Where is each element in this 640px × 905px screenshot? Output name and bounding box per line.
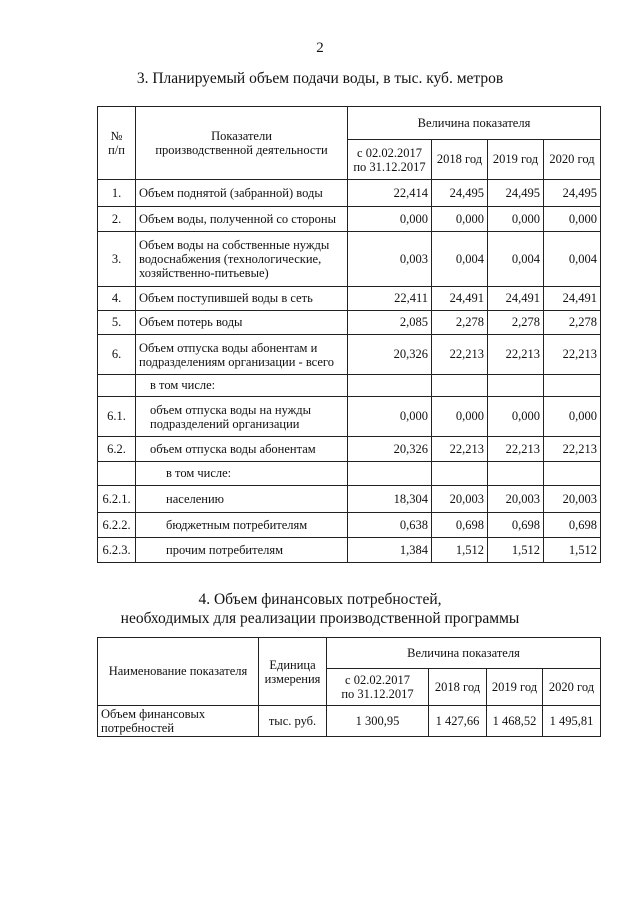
row-num xyxy=(98,375,136,397)
row-name-line: потребностей xyxy=(101,721,175,735)
row-value: 0,004 xyxy=(488,232,544,287)
row-value: 1 468,52 xyxy=(487,706,543,737)
header-indicator-line2: производственной деятельности xyxy=(155,143,328,157)
row-value xyxy=(432,375,488,397)
row-value: 0,000 xyxy=(544,397,601,437)
row-num: 1. xyxy=(98,180,136,207)
row-value: 22,213 xyxy=(432,335,488,375)
row-name: населению xyxy=(136,486,348,513)
row-value: 24,495 xyxy=(432,180,488,207)
row-value: 0,698 xyxy=(544,513,601,538)
row-num: 4. xyxy=(98,287,136,311)
row-unit: тыс. руб. xyxy=(259,706,327,737)
row-value: 1,512 xyxy=(488,538,544,563)
row-value: 0,638 xyxy=(348,513,432,538)
row-value: 24,495 xyxy=(488,180,544,207)
row-name xyxy=(136,397,348,437)
row-value: 0,698 xyxy=(432,513,488,538)
row-value: 0,004 xyxy=(544,232,601,287)
row-num xyxy=(98,462,136,486)
row-value: 24,491 xyxy=(488,287,544,311)
header-period xyxy=(348,140,432,180)
water-supply-table xyxy=(97,106,601,563)
section-4-title-line1: 4. Объем финансовых потребностей, xyxy=(198,591,442,608)
row-num: 6. xyxy=(98,335,136,375)
row-name: объем отпуска воды абонентам xyxy=(136,437,348,462)
header-value-group: Величина показателя xyxy=(348,107,601,140)
row-value xyxy=(348,462,432,486)
row-name-line: подразделениям организации - всего xyxy=(139,354,334,369)
row-num: 6.2.1. xyxy=(98,486,136,513)
table-row xyxy=(98,513,601,538)
header-indicator-line1: Показатели xyxy=(211,129,272,143)
header-2019: 2019 год xyxy=(488,140,544,180)
table-header-row xyxy=(98,107,601,140)
row-name: бюджетным потребителям xyxy=(136,513,348,538)
row-value: 2,278 xyxy=(432,311,488,335)
row-num: 6.2. xyxy=(98,437,136,462)
row-value: 22,213 xyxy=(544,437,601,462)
row-value: 1 427,66 xyxy=(429,706,487,737)
row-value: 0,000 xyxy=(432,397,488,437)
row-name: в том числе: xyxy=(136,375,348,397)
header-2018: 2018 год xyxy=(432,140,488,180)
row-value: 24,491 xyxy=(432,287,488,311)
row-name-line: объем отпуска воды на нужды xyxy=(150,402,312,417)
row-value: 20,003 xyxy=(432,486,488,513)
row-value: 22,213 xyxy=(544,335,601,375)
row-value: 18,304 xyxy=(348,486,432,513)
row-num: 6.2.3. xyxy=(98,538,136,563)
header-unit-line1: Единица xyxy=(269,657,316,672)
row-value: 20,326 xyxy=(348,335,432,375)
table-row xyxy=(98,232,601,287)
row-value: 24,491 xyxy=(544,287,601,311)
row-value: 2,278 xyxy=(488,311,544,335)
row-name: в том числе: xyxy=(136,462,348,486)
row-name xyxy=(136,335,348,375)
row-value: 2,085 xyxy=(348,311,432,335)
header-2018: 2018 год xyxy=(429,669,487,706)
table-row xyxy=(98,538,601,563)
row-value: 1,512 xyxy=(432,538,488,563)
row-value xyxy=(432,462,488,486)
row-value: 1 300,95 xyxy=(327,706,429,737)
table-row xyxy=(98,287,601,311)
section-3-title: 3. Планируемый объем подачи воды, в тыс. куб. метров xyxy=(136,70,504,87)
header-value-group: Величина показателя xyxy=(327,638,601,669)
header-unit xyxy=(259,638,327,706)
row-value: 0,000 xyxy=(348,207,432,232)
header-num-line2: п/п xyxy=(108,143,125,157)
row-value: 1,512 xyxy=(544,538,601,563)
header-period-line2: по 31.12.2017 xyxy=(341,687,414,701)
row-value xyxy=(348,375,432,397)
header-name: Наименование показателя xyxy=(98,638,259,706)
header-unit-line2: измерения xyxy=(264,671,321,686)
row-value xyxy=(544,462,601,486)
page-number: 2 xyxy=(316,40,324,56)
table-row xyxy=(98,437,601,462)
row-value: 0,003 xyxy=(348,232,432,287)
header-2019: 2019 год xyxy=(487,669,543,706)
row-value: 20,003 xyxy=(544,486,601,513)
table-row xyxy=(98,397,601,437)
table-row xyxy=(98,207,601,232)
table-row xyxy=(98,375,601,397)
row-name xyxy=(136,232,348,287)
row-name-line: Объем воды на собственные нужды xyxy=(139,238,330,252)
row-value: 0,000 xyxy=(348,397,432,437)
header-2020: 2020 год xyxy=(544,140,601,180)
table-row xyxy=(98,486,601,513)
row-value: 0,698 xyxy=(488,513,544,538)
row-value: 22,213 xyxy=(488,437,544,462)
row-name: Объем потерь воды xyxy=(136,311,348,335)
row-value: 0,000 xyxy=(432,207,488,232)
row-value: 20,003 xyxy=(488,486,544,513)
row-name xyxy=(98,706,259,737)
row-value xyxy=(544,375,601,397)
table-row xyxy=(98,335,601,375)
header-indicator xyxy=(136,107,348,180)
row-num: 3. xyxy=(98,232,136,287)
header-period xyxy=(327,669,429,706)
row-value xyxy=(488,375,544,397)
row-value: 22,414 xyxy=(348,180,432,207)
row-name-line: Объем отпуска воды абонентам и xyxy=(139,340,318,355)
row-name: Объем воды, полученной со стороны xyxy=(136,207,348,232)
row-value: 22,213 xyxy=(432,437,488,462)
header-num xyxy=(98,107,136,180)
row-name-line: Объем финансовых xyxy=(101,707,206,721)
row-value: 22,213 xyxy=(488,335,544,375)
row-value: 0,004 xyxy=(432,232,488,287)
table-header-row xyxy=(98,638,601,669)
table-row xyxy=(98,180,601,207)
row-value: 2,278 xyxy=(544,311,601,335)
row-value: 1 495,81 xyxy=(543,706,601,737)
row-name: прочим потребителям xyxy=(136,538,348,563)
row-value: 24,495 xyxy=(544,180,601,207)
row-value: 22,411 xyxy=(348,287,432,311)
table-row xyxy=(98,462,601,486)
row-num: 2. xyxy=(98,207,136,232)
row-name: Объем поднятой (забранной) воды xyxy=(136,180,348,207)
row-num: 6.2.2. xyxy=(98,513,136,538)
row-value: 20,326 xyxy=(348,437,432,462)
financial-needs-table xyxy=(97,637,601,737)
row-num: 5. xyxy=(98,311,136,335)
header-2020: 2020 год xyxy=(543,669,601,706)
row-value: 0,000 xyxy=(488,397,544,437)
table-row xyxy=(98,311,601,335)
row-name-line: водоснабжения (технологические, xyxy=(139,252,322,266)
section-4-title xyxy=(0,590,640,628)
row-name-line: хозяйственно-питьевые) xyxy=(139,266,269,280)
row-name: Объем поступившей воды в сеть xyxy=(136,287,348,311)
header-period-line1: с 02.02.2017 xyxy=(345,673,410,687)
row-num: 6.1. xyxy=(98,397,136,437)
row-value xyxy=(488,462,544,486)
section-4-title-line2: необходимых для реализации производственной программы xyxy=(120,610,520,627)
row-name-line: подразделений организации xyxy=(150,416,300,431)
row-value: 0,000 xyxy=(544,207,601,232)
header-num-line1: № xyxy=(110,129,123,143)
row-value: 0,000 xyxy=(488,207,544,232)
row-value: 1,384 xyxy=(348,538,432,563)
header-period-line1: с 02.02.2017 xyxy=(357,145,422,160)
header-period-line2: по 31.12.2017 xyxy=(353,159,426,174)
table-row xyxy=(98,706,601,737)
